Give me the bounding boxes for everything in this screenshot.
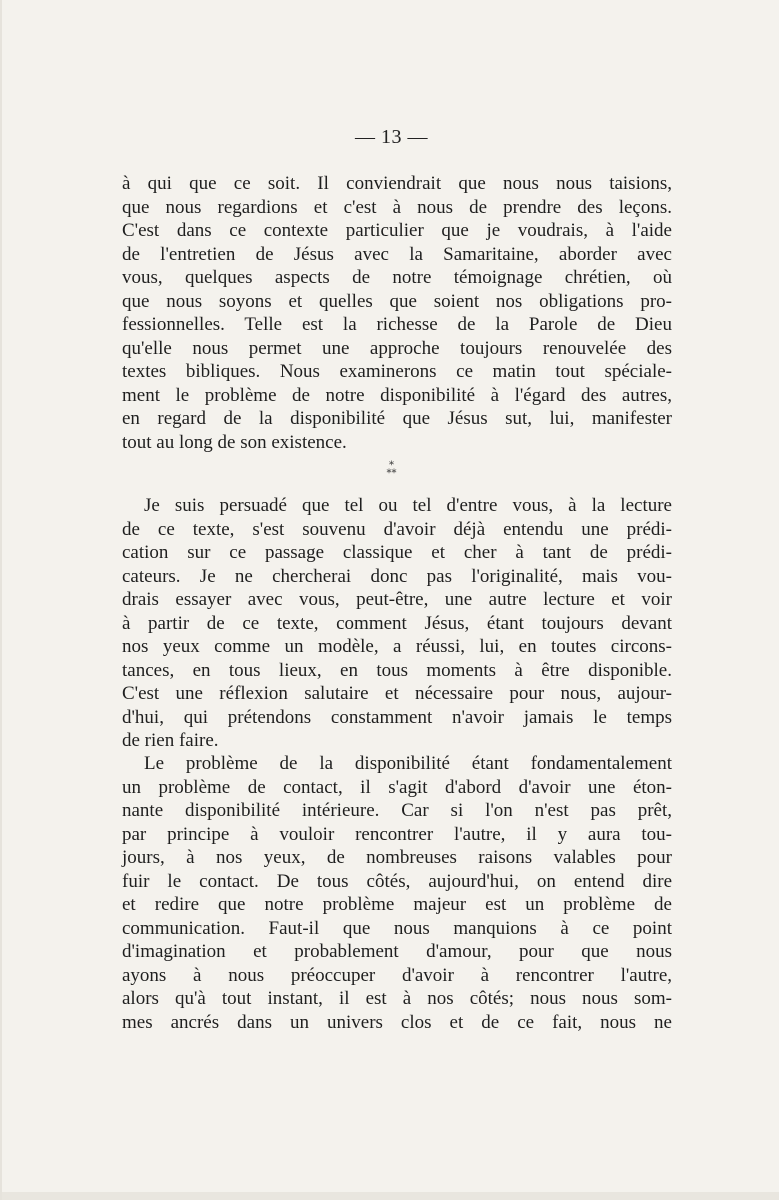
text-line: nante disponibilité intérieure. Car si l'on n'est pas prêt, <box>122 800 672 821</box>
text-line: jours, à nos yeux, de nombreuses raisons valables pour <box>122 847 672 868</box>
page-bottom-edge <box>2 1192 779 1200</box>
text-line: alors qu'à tout instant, il est à nos côtés; nous nous som- <box>122 988 672 1009</box>
text-line: drais essayer avec vous, peut-être, une autre lecture et voir <box>122 589 672 610</box>
text-line: cation sur ce passage classique et cher à tant de prédi- <box>122 542 672 563</box>
text-line: vous, quelques aspects de notre témoignage chrétien, où <box>122 267 672 288</box>
asterism-top: * <box>389 460 394 471</box>
page-number: — 13 — <box>355 126 428 148</box>
text-line: fuir le contact. De tous côtés, aujourd'hui, on entend dire <box>122 870 672 892</box>
text-line: à qui que ce soit. Il conviendrait que nous nous taisions, <box>122 173 672 194</box>
section-asterism <box>2 462 779 478</box>
text-line: Le problème de la disponibilité étant fondamentalement <box>144 753 672 774</box>
text-line: d'hui, qui prétendons constamment n'avoir jamais le temps <box>122 706 672 728</box>
text-line: mes ancrés dans un univers clos et de ce fait, nous ne <box>122 1011 672 1033</box>
asterism-bottom: ** <box>386 468 397 479</box>
text-line: fessionnelles. Telle est la richesse de la Parole de Dieu <box>122 314 672 335</box>
text-line: que nous regardions et c'est à nous de prendre des leçons. <box>122 196 672 218</box>
paragraph-1 <box>122 172 672 454</box>
text-line: par principe à vouloir rencontrer l'autre, il y aura tou- <box>122 823 672 845</box>
text-line: ayons à nous préoccuper d'avoir à rencontrer l'autre, <box>122 964 672 986</box>
text-line: C'est dans ce contexte particulier que je voudrais, à l'aide <box>122 220 672 241</box>
text-line: de ce texte, s'est souvenu d'avoir déjà entendu une prédi- <box>122 518 672 540</box>
text-line: Je suis persuadé que tel ou tel d'entre vous, à la lecture <box>144 495 672 516</box>
text-line: de rien faire. <box>122 730 219 751</box>
text-line: communication. Faut-il que nous manquions à ce point <box>122 917 672 939</box>
paragraph-2 <box>122 494 672 753</box>
text-line: et redire que notre problème majeur est un problème de <box>122 894 672 915</box>
text-line: nos yeux comme un modèle, a réussi, lui, en toutes circons- <box>122 636 672 657</box>
paragraph-3 <box>122 752 672 1034</box>
text-line: cateurs. Je ne chercherai donc pas l'originalité, mais vou- <box>122 565 672 587</box>
text-line: qu'elle nous permet une approche toujours renouvelée des <box>122 337 672 359</box>
text-line: d'imagination et probablement d'amour, pour que nous <box>122 941 672 962</box>
text-line: à partir de ce texte, comment Jésus, étant toujours devant <box>122 612 672 634</box>
text-line: tout au long de son existence. <box>122 431 347 453</box>
text-line: C'est une réflexion salutaire et nécessaire pour nous, aujour- <box>122 683 672 704</box>
text-line: que nous soyons et quelles que soient nos obligations pro- <box>122 290 672 312</box>
text-line: en regard de la disponibilité que Jésus sut, lui, manifester <box>122 408 672 429</box>
text-line: de l'entretien de Jésus avec la Samaritaine, aborder avec <box>122 243 672 265</box>
text-line: tances, en tous lieux, en tous moments à être disponible. <box>122 659 672 681</box>
text-line: textes bibliques. Nous examinerons ce matin tout spéciale- <box>122 361 672 382</box>
text-line: ment le problème de notre disponibilité à l'égard des autres, <box>122 384 672 406</box>
text-line: un problème de contact, il s'agit d'abord d'avoir une éton- <box>122 776 672 798</box>
